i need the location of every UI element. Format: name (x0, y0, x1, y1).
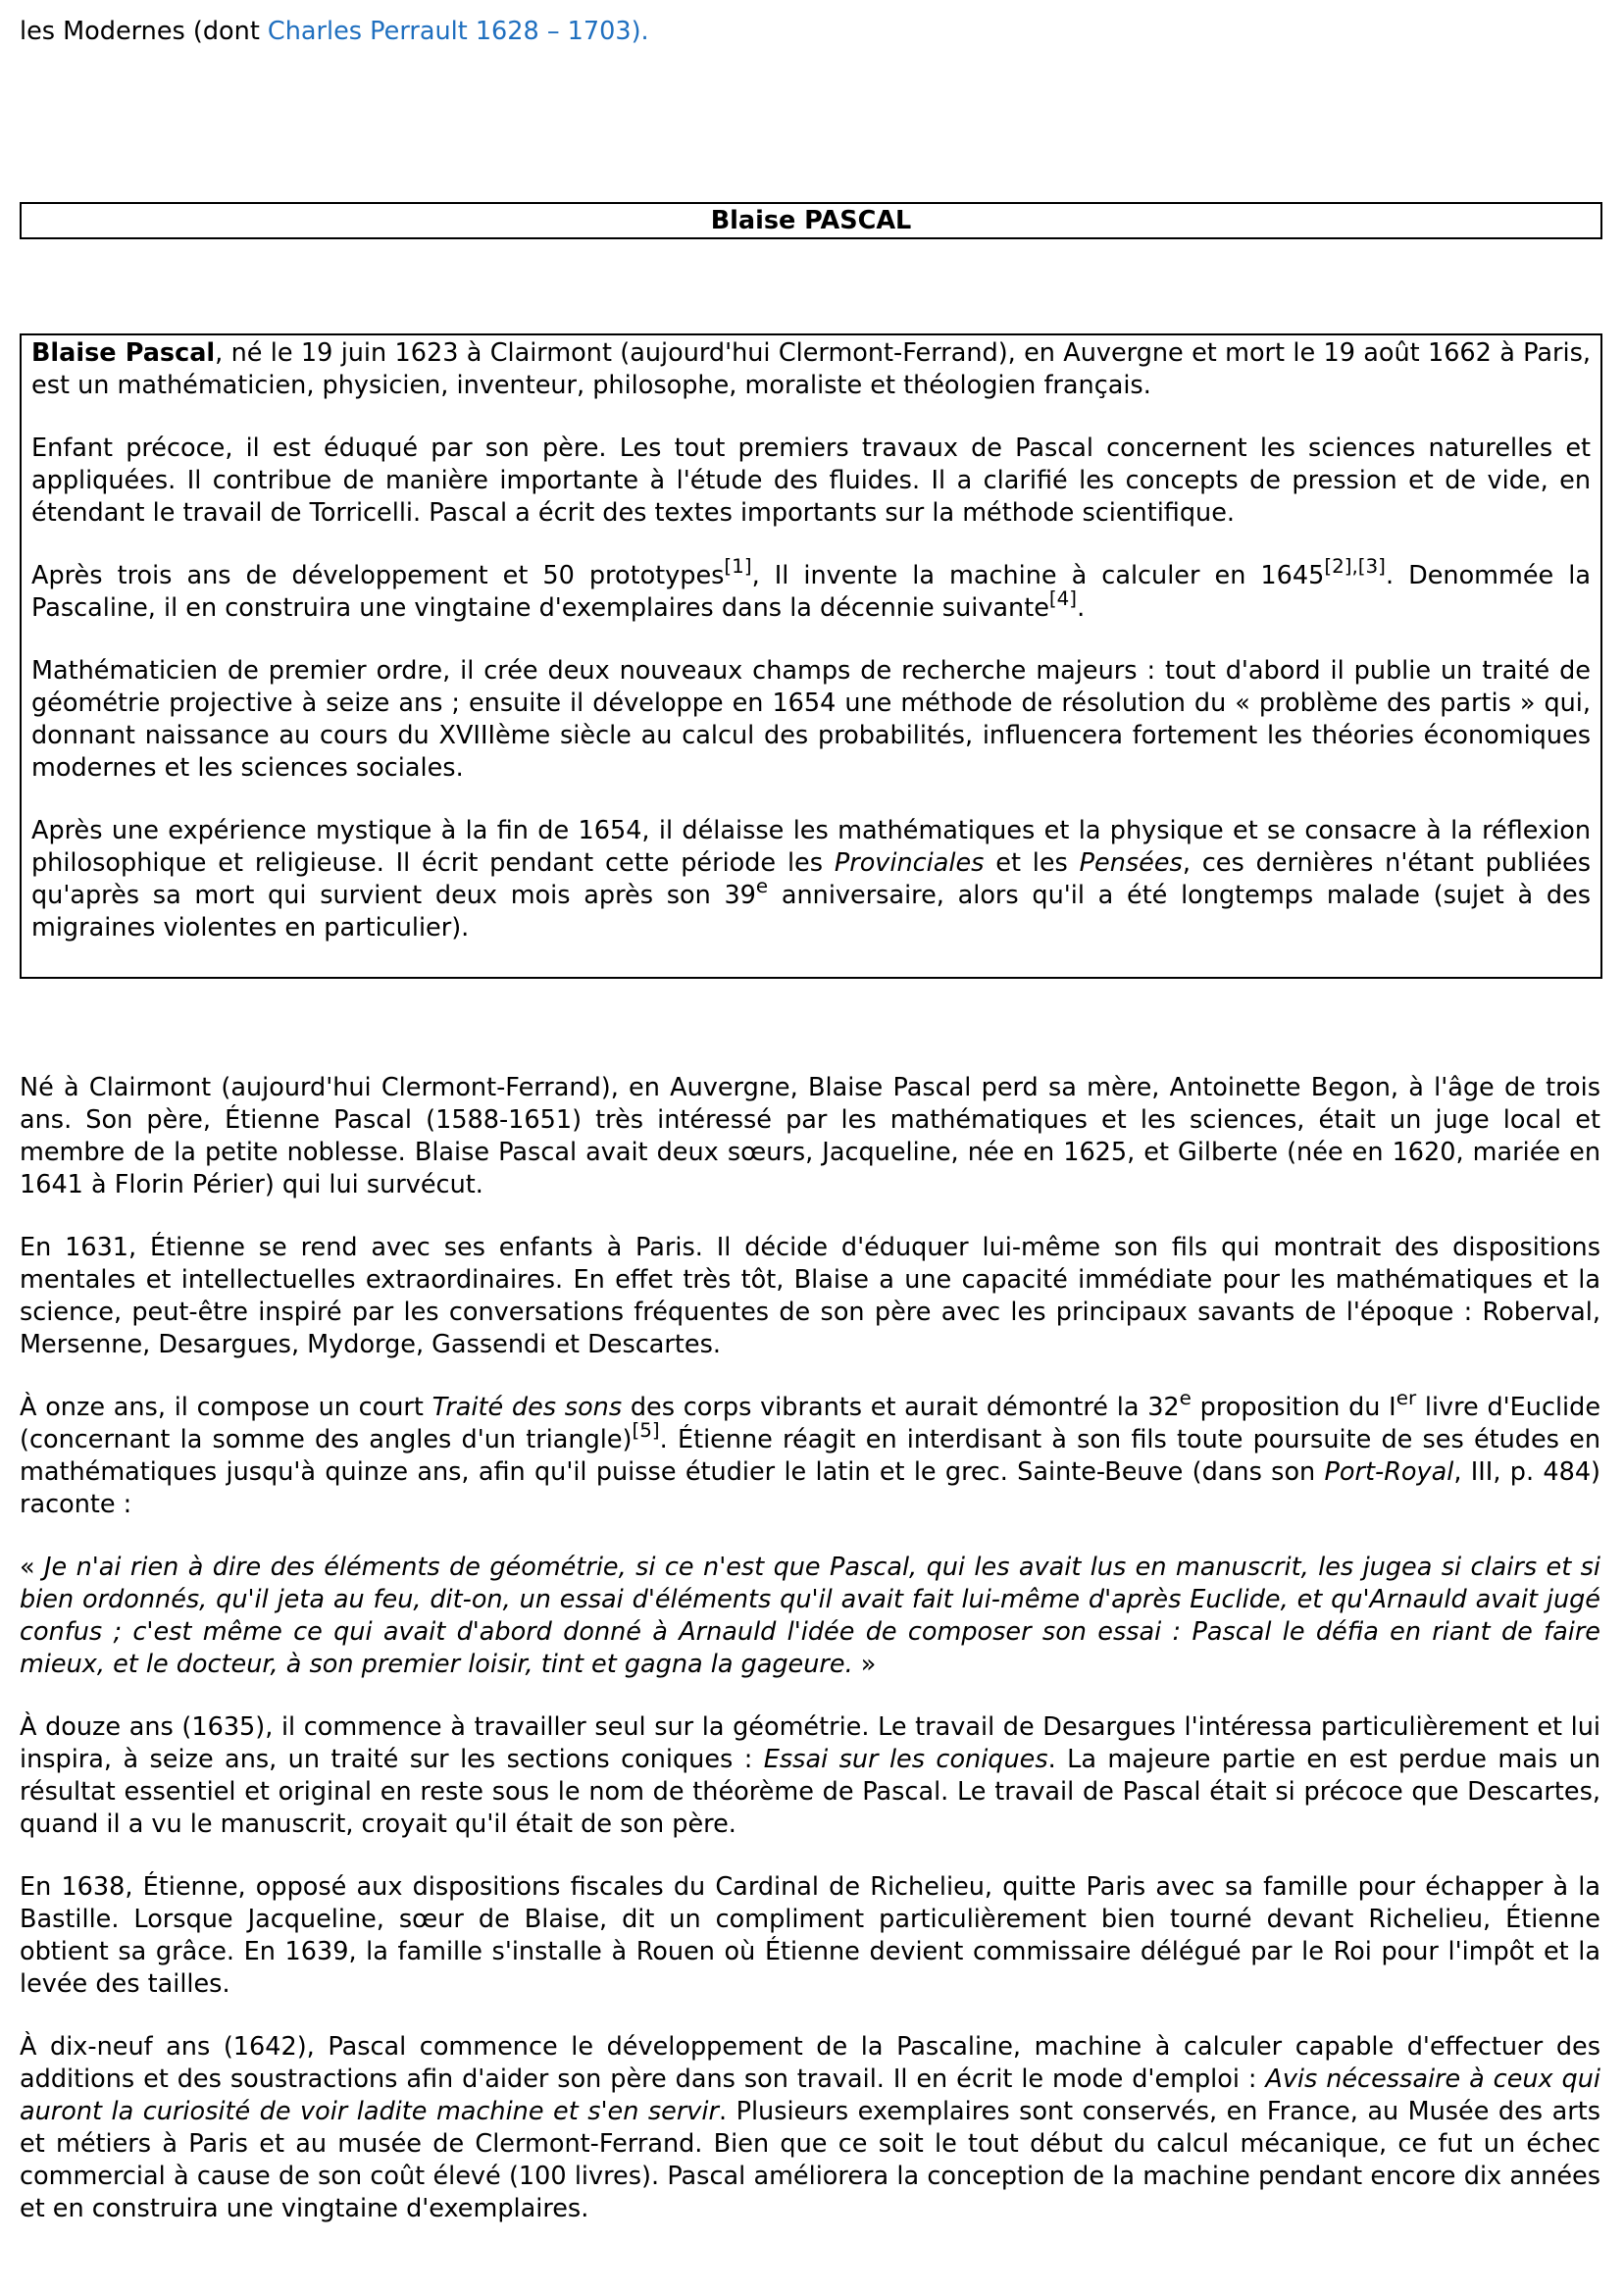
bio-summary-box (20, 333, 1602, 979)
pensees-title: Pensées (1079, 848, 1183, 878)
perrault-link[interactable]: Charles Perrault 1628 – 1703). (267, 17, 649, 46)
traite-des-sons-title: Traité des sons (431, 1393, 623, 1422)
bio-name: Blaise Pascal (31, 338, 216, 368)
port-royal-title: Port-Royal (1324, 1457, 1454, 1487)
bio-paragraph-5: Après une expérience mystique à la fin de 1654, il délaisse les mathématiques et la physique et se consacre à la réflexion philosophique et religieuse. Il écrit pendant cette période les Provinciales et les Pensées, ces dernières n'étant publiées qu'après sa mort qui survient deux mois après son 39e anniversaire, alors qu'il a été longtemps malade (sujet à des migraines violentes en particulier). (31, 816, 1592, 943)
quote-paragraph: « Je n'ai rien à dire des éléments de géométrie, si ce n'est que Pascal, qui les avait lus en manuscrit, les jugea si clairs et si bien ordonnés, qu'il jeta au feu, dit-on, un essai d'éléments qu'il avait fait lui-même d'après Euclide, et qu'Arnauld avait jugé confus ; c'est même ce qui avait d'abord donné à Arnauld l'idée de composer son essai : Pascal le défia en riant de faire mieux, et le docteur, à son premier loisir, tint et gagna la gageure. » (20, 1553, 1600, 1679)
header-prefix: les Modernes (dont (20, 17, 268, 46)
main-paragraph-4: À douze ans (1635), il commence à travailler seul sur la géométrie. Le travail de Desargues l'intéressa particulièrement et lui inspira, à seize ans, un traité sur les sections coniques : Essai sur les coniques. La majeure partie en est perdue mais un résultat essentiel et original en reste sous le nom de théorème de Pascal. Le travail de Pascal était si précoce que Descartes, quand il a vu le manuscrit, croyait qu'il était de son père. (20, 1712, 1600, 1839)
main-paragraph-3: À onze ans, il compose un court Traité des sons des corps vibrants et aurait démontré la 32e proposition du Ier livre d'Euclide (concernant la somme des angles d'un triangle)[5]. Étienne réagit en interdisant à son fils toute poursuite de ses études en mathématiques jusqu'à quinze ans, afin qu'il puisse étudier le latin et le grec. Sainte-Beuve (dans son Port-Royal, III, p. 484) raconte : (20, 1387, 1601, 1519)
main-paragraph-5: En 1638, Étienne, opposé aux dispositions fiscales du Cardinal de Richelieu, quitte Paris avec sa famille pour échapper à la Bastille. Lorsque Jacqueline, sœur de Blaise, dit un compliment particulièrement bien tourné devant Richelieu, Étienne obtient sa grâce. En 1639, la famille s'installe à Rouen où Étienne devient commissaire délégué par le Roi pour l'impôt et la levée des tailles. (20, 1872, 1600, 1999)
bio-paragraph-3: Après trois ans de développement et 50 prototypes[1], Il invente la machine à calculer en 1645[2],[3]. Denommée la Pascaline, il en construira une vingtaine d'exemplaires dans la décennie suivante[4]. (31, 555, 1591, 623)
header-line (20, 16, 649, 48)
bio-paragraph-4: Mathématicien de premier ordre, il crée deux nouveaux champs de recherche majeurs : tout d'abord il publie un traité de géométrie projective à seize ans ; ensuite il développe en 1654 une méthode de résolution du « problème des partis » qui, donnant naissance au cours du XVIIIème siècle au calcul des probabilités, influencera fortement les théories économiques modernes et les sciences sociales. (31, 656, 1591, 783)
main-paragraph-2: En 1631, Étienne se rend avec ses enfants à Paris. Il décide d'éduquer lui-même son fils qui montrait des dispositions mentales et intellectuelles extraordinaires. En effet très tôt, Blaise a une capacité immédiate pour les mathématiques et la science, peut-être inspiré par les conversations fréquentes de son père avec les principaux savants de l'époque : Roberval, Mersenne, Desargues, Mydorge, Gassendi et Descartes. (20, 1233, 1600, 1359)
main-paragraph-6: À dix-neuf ans (1642), Pascal commence le développement de la Pascaline, machine à calculer capable d'effectuer des additions et des soustractions afin d'aider son père dans son travail. Il en écrit le mode d'emploi : Avis nécessaire à ceux qui auront la curiosité de voir ladite machine et s'en servir. Plusieurs exemplaires sont conservés, en France, au Musée des arts et métiers à Paris et au musée de Clermont-Ferrand. Bien que ce soit le tout début du calcul mécanique, ce fut un échec commercial à cause de son coût élevé (100 livres). Pascal améliorera la conception de la machine pendant encore dix années et en construira une vingtaine d'exemplaires. (20, 2032, 1600, 2223)
provinciales-title: Provinciales (834, 848, 985, 878)
footnote-ref-4[interactable]: [4] (1048, 587, 1078, 611)
essai-coniques-title: Essai sur les coniques (763, 1745, 1048, 1774)
footnote-ref-5[interactable]: [5] (632, 1419, 660, 1443)
bio-paragraph-2: Enfant précoce, il est éduqué par son père. Les tout premiers travaux de Pascal concernent les sciences naturelles et appliquées. Il contribue de manière importante à l'étude des fluides. Il a clarifié les concepts de pression et de vide, en étendant le travail de Torricelli. Pascal a écrit des textes importants sur la méthode scientifique. (31, 433, 1591, 528)
sainte-beuve-quote: Je n'ai rien à dire des éléments de géométrie, si ce n'est que Pascal, qui les avait lus en manuscrit, les jugea si clairs et si bien ordonnés, qu'il jeta au feu, dit-on, un essai d'éléments qu'il avait fait lui-même d'après Euclide, et qu'Arnauld avait jugé confus ; c'est même ce qui avait d'abord donné à Arnauld l'idée de composer son essai : Pascal le défia en riant de faire mieux, et le docteur, à son premier loisir, tint et gagna la gageure. (20, 1553, 1600, 1679)
main-paragraph-1: Né à Clairmont (aujourd'hui Clermont-Ferrand), en Auvergne, Blaise Pascal perd sa mère, Antoinette Begon, à l'âge de trois ans. Son père, Étienne Pascal (1588-1651) très intéressé par les mathématiques et les sciences, était un juge local et membre de la petite noblesse. Blaise Pascal avait deux sœurs, Jacqueline, née en 1625, et Gilberte (née en 1620, mariée en 1641 à Florin Périer) qui lui survécut. (20, 1073, 1600, 1199)
footnote-ref-1[interactable]: [1] (724, 555, 752, 579)
bio-paragraph-1: Blaise Pascal, né le 19 juin 1623 à Clairmont (aujourd'hui Clermont-Ferrand), en Auvergne et mort le 19 août 1662 à Paris, est un mathématicien, physicien, inventeur, philosophe, moraliste et théologien français. (31, 338, 1591, 400)
footnote-ref-2-3[interactable]: [2],[3] (1324, 555, 1386, 579)
page-title: Blaise PASCAL (20, 202, 1602, 239)
main-text (20, 1072, 1600, 2225)
avis-necessaire-title: Avis nécessaire à ceux qui auront la curiosité de voir ladite machine et s'en servir (20, 2065, 1600, 2126)
